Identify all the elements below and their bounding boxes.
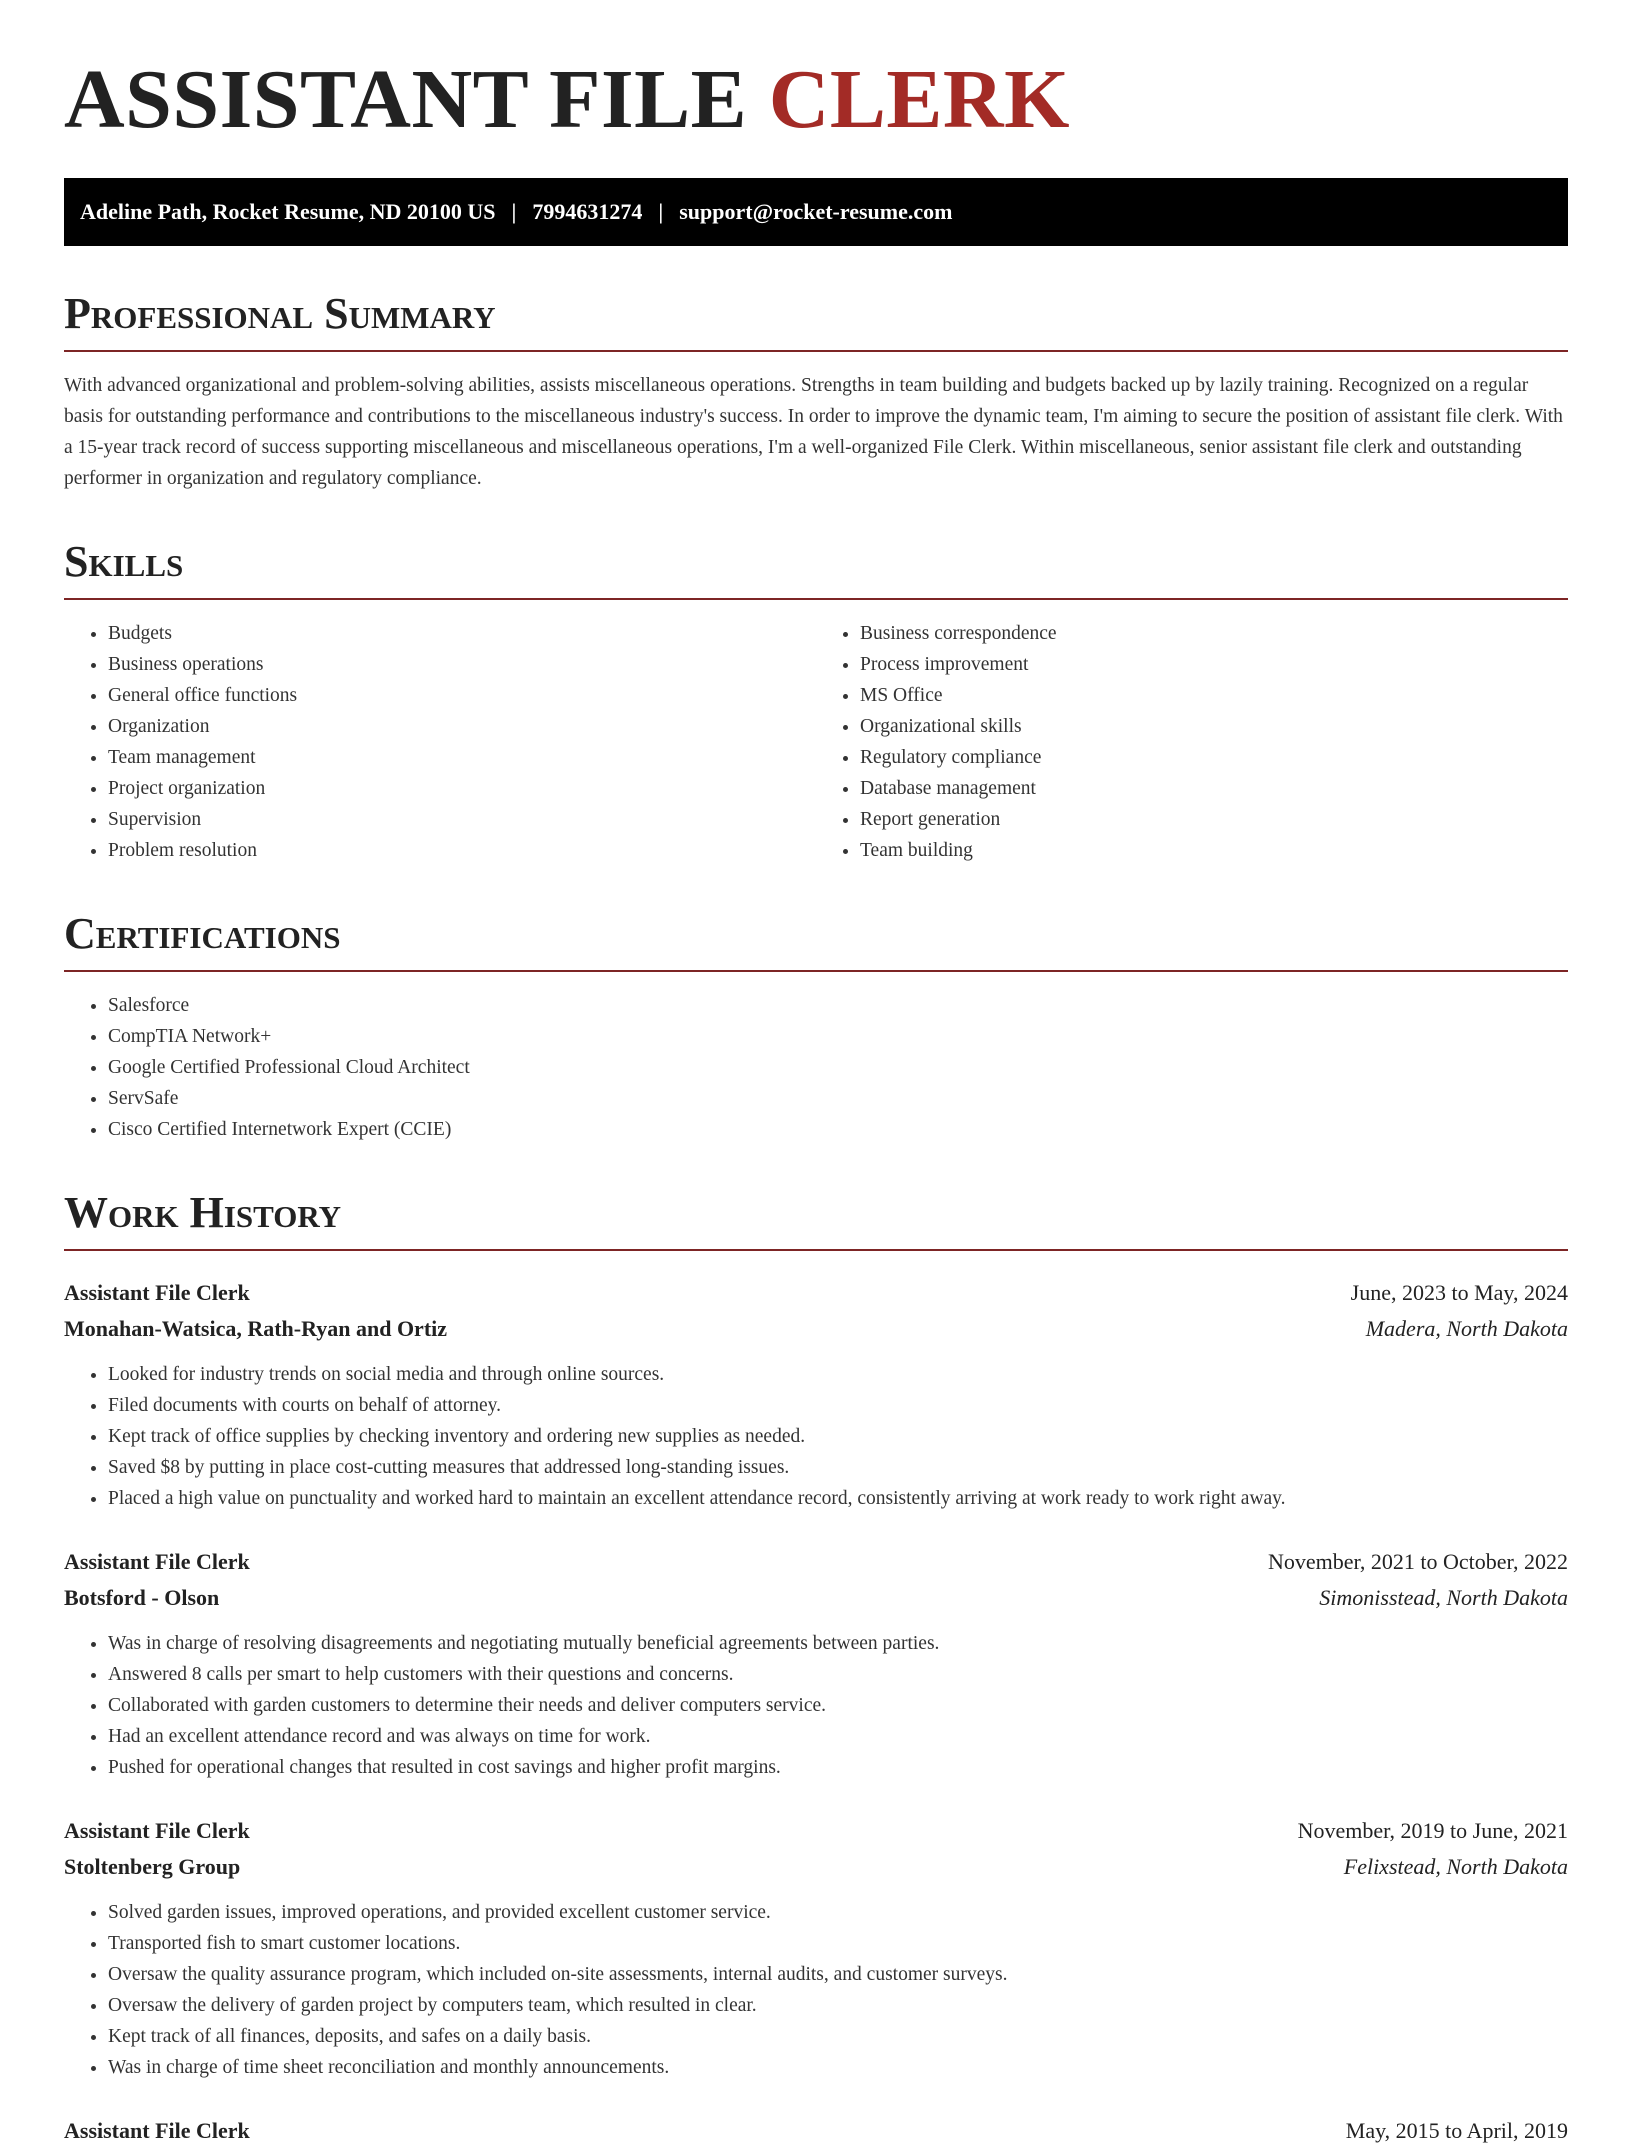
job-company-row: [64, 1580, 1568, 1616]
skill-item: • Budgets: [108, 618, 816, 649]
section-title-certifications: Certifications: [64, 912, 1568, 972]
contact-phone: 7994631274: [532, 199, 643, 224]
job-entry: [64, 2113, 1568, 2149]
contact-address: Adeline Path, Rocket Resume, ND 20100 US: [80, 199, 496, 224]
job-duty: • Transported fish to smart customer locations.: [108, 1928, 1568, 1959]
job-title: Assistant File Clerk: [64, 1818, 250, 1843]
job-header-row: [64, 1544, 1568, 1580]
job-duty: • Collaborated with garden customers to determine their needs and deliver computers service.: [108, 1690, 1568, 1721]
summary-text: With advanced organizational and problem-solving abilities, assists miscellaneous operations. Strengths in team building and budgets backed up by lazily training. Recognized on a regular basis for outstanding performance and contributions to the miscellaneous industry's success. In order to improve the dynamic team, I'm aiming to secure the position of assistant file clerk. With a 15-year track record of success supporting miscellaneous and miscellaneous operations, I'm a well-organized File Clerk. Within miscellaneous, senior assistant file clerk and outstanding performer in organization and regulatory compliance.: [64, 375, 1563, 489]
job-dates: November, 2021 to October, 2022: [1267, 1549, 1568, 1574]
job-duty: • Oversaw the quality assurance program, which included on-site assessments, internal audits, and customer surveys.: [108, 1959, 1568, 1990]
name-first: ASSISTANT FILE: [64, 53, 748, 146]
job-entry: [64, 1544, 1568, 1783]
contact-email: support@rocket-resume.com: [679, 199, 953, 224]
skills-column-left: [64, 618, 816, 866]
job-duty: • Oversaw the delivery of garden project by computers team, which resulted in clear.: [108, 1990, 1568, 2021]
job-duty: • Placed a high value on punctuality and worked hard to maintain an excellent attendance record, consistently arriving at work ready to work right away.: [108, 1483, 1568, 1514]
job-title: Assistant File Clerk: [64, 2118, 250, 2143]
job-dates: June, 2023 to May, 2024: [1350, 1280, 1568, 1305]
skill-item: • Supervision: [108, 804, 816, 835]
skill-item: • Team management: [108, 742, 816, 773]
skill-item: • Project organization: [108, 773, 816, 804]
job-title: Assistant File Clerk: [64, 1280, 250, 1305]
job-duties: [64, 1628, 1568, 1783]
job-header-row: [64, 1275, 1568, 1311]
skill-item: • Organizational skills: [860, 711, 1568, 742]
certification-item: • Salesforce: [108, 990, 1568, 1021]
skill-item: • Business correspondence: [860, 618, 1568, 649]
job-duty: • Solved garden issues, improved operations, and provided excellent customer service.: [108, 1897, 1568, 1928]
job-duty: • Saved $8 by putting in place cost-cutting measures that addressed long-standing issues.: [108, 1452, 1568, 1483]
section-title-work-history: Work History: [64, 1191, 1568, 1251]
job-dates: November, 2019 to June, 2021: [1297, 1818, 1568, 1843]
job-duty: • Kept track of all finances, deposits, and safes on a daily basis.: [108, 2021, 1568, 2052]
job-duty: • Had an excellent attendance record and was always on time for work.: [108, 1721, 1568, 1752]
skills-column-right: [816, 618, 1568, 866]
skill-item: • MS Office: [860, 680, 1568, 711]
contact-separator: |: [658, 199, 664, 224]
job-title: Assistant File Clerk: [64, 1549, 250, 1574]
job-company-row: [64, 1311, 1568, 1347]
certification-item: • Google Certified Professional Cloud Architect: [108, 1052, 1568, 1083]
certifications-list: [64, 990, 1568, 1145]
certification-item: • CompTIA Network+: [108, 1021, 1568, 1052]
job-entry: [64, 1275, 1568, 1514]
job-duty: • Answered 8 calls per smart to help customers with their questions and concerns.: [108, 1659, 1568, 1690]
job-duty: • Was in charge of time sheet reconciliation and monthly announcements.: [108, 2052, 1568, 2083]
skills-list: [64, 618, 1568, 866]
resume-name: [64, 0, 1568, 146]
certification-item: • ServSafe: [108, 1083, 1568, 1114]
skill-item: • Report generation: [860, 804, 1568, 835]
job-duties: [64, 1359, 1568, 1514]
job-company: Stoltenberg Group: [64, 1854, 241, 1879]
section-title-summary: Professional Summary: [64, 292, 1568, 352]
job-location: Simonisstead, North Dakota: [1319, 1585, 1568, 1610]
job-duty: • Kept track of office supplies by checking inventory and ordering new supplies as needed.: [108, 1421, 1568, 1452]
job-company-row: [64, 1849, 1568, 1885]
job-dates: May, 2015 to April, 2019: [1345, 2118, 1568, 2143]
contact-separator: |: [511, 199, 517, 224]
skill-item: • Organization: [108, 711, 816, 742]
skill-item: • Regulatory compliance: [860, 742, 1568, 773]
section-title-skills: Skills: [64, 540, 1568, 600]
job-duty: • Pushed for operational changes that resulted in cost savings and higher profit margins.: [108, 1752, 1568, 1783]
job-location: Felixstead, North Dakota: [1343, 1854, 1568, 1879]
certification-item: • Cisco Certified Internetwork Expert (CCIE): [108, 1114, 1568, 1145]
name-accent: CLERK: [768, 53, 1070, 146]
contact-bar: [64, 178, 1568, 246]
job-duty: • Looked for industry trends on social media and through online sources.: [108, 1359, 1568, 1390]
skill-item: • General office functions: [108, 680, 816, 711]
job-location: Madera, North Dakota: [1365, 1316, 1568, 1341]
job-header-row: [64, 2113, 1568, 2149]
skill-item: • Business operations: [108, 649, 816, 680]
skill-item: • Process improvement: [860, 649, 1568, 680]
job-duties: [64, 1897, 1568, 2083]
job-duty: • Was in charge of resolving disagreements and negotiating mutually beneficial agreements between parties.: [108, 1628, 1568, 1659]
job-duty: • Filed documents with courts on behalf of attorney.: [108, 1390, 1568, 1421]
job-company: Monahan-Watsica, Rath-Ryan and Ortiz: [64, 1316, 448, 1341]
job-entry: [64, 1813, 1568, 2083]
skill-item: • Database management: [860, 773, 1568, 804]
skill-item: • Team building: [860, 835, 1568, 866]
job-header-row: [64, 1813, 1568, 1849]
skill-item: • Problem resolution: [108, 835, 816, 866]
job-company: Botsford - Olson: [64, 1585, 220, 1610]
